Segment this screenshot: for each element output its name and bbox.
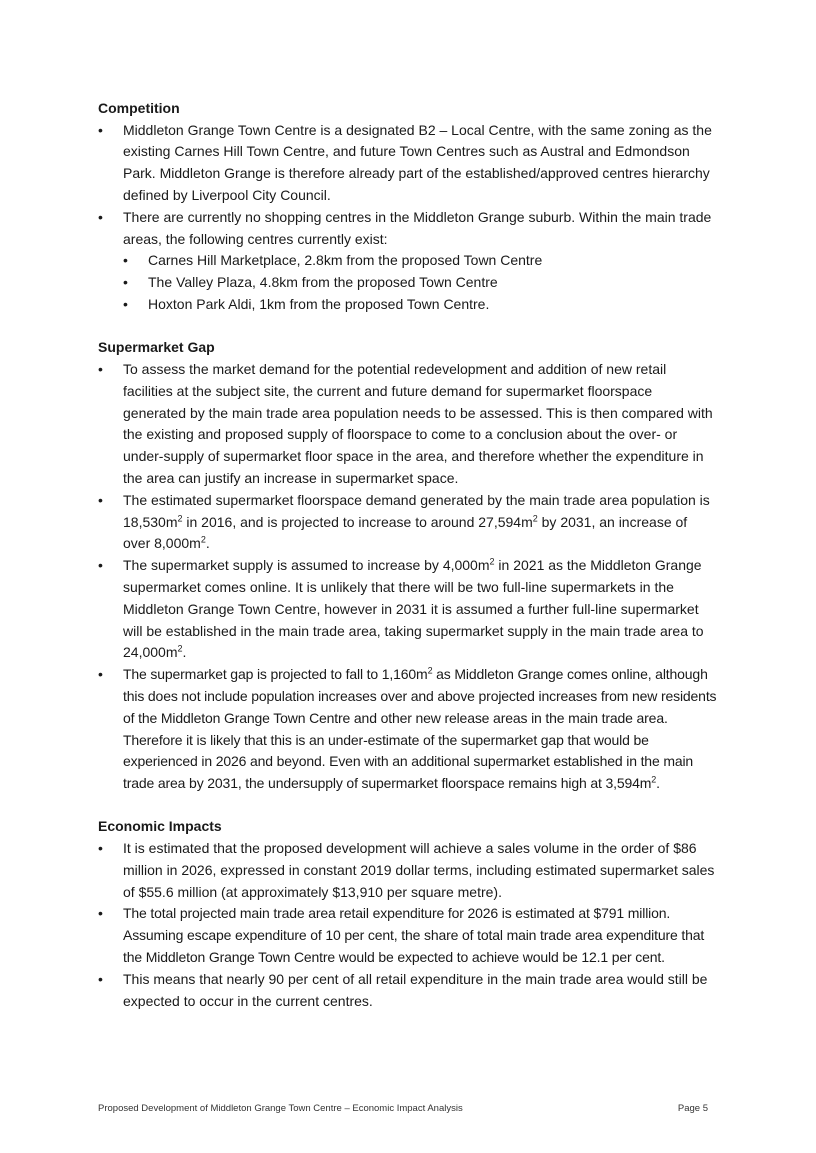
sub-list-item: • The Valley Plaza, 4.8km from the proposed Town Centre <box>123 272 718 294</box>
page-footer <box>98 1103 708 1114</box>
competition-list <box>98 120 718 316</box>
superscript: 2 <box>177 512 183 523</box>
text-segment: by 2031, an increase of over 8,000m <box>123 513 688 552</box>
superscript: 2 <box>532 512 538 523</box>
list-item: • This means that nearly 90 per cent of all retail expenditure in the main trade area would still be expected to occur in the current centres. <box>98 969 718 1013</box>
centres-sublist <box>123 250 718 315</box>
superscript: 2 <box>651 774 657 785</box>
supermarket-gap-heading: Supermarket Gap <box>98 339 215 356</box>
list-item: • Middleton Grange Town Centre is a designated B2 – Local Centre, with the same zoning as the existing Carnes Hill Town Centre, and future Town Centres such as Austral and Edmondson Park. Middleton Grange is therefore already part of the established/approved centres hierarchy defined by Liverpool City Council. <box>98 120 718 207</box>
superscript: 2 <box>177 643 183 654</box>
economic-impacts-heading: Economic Impacts <box>98 818 222 835</box>
text-segment: as Middleton Grange comes online, although this does not include population increases over and above projected increases from new residents of the Middleton Grange Town Centre and other new release areas in the main trade area. Therefore it is likely that this is an under-estimate of the supermarket gap that would be experienced in 2026 and beyond. Even with an additional supermarket established in the main trade area by 2031, the undersupply of supermarket floorspace remains high at 3,594m <box>123 666 717 792</box>
superscript: 2 <box>489 556 495 567</box>
economic-impacts-list <box>98 838 718 1012</box>
list-item-text: There are currently no shopping centres in the Middleton Grange suburb. Within the main trade areas, the following centres currently exist: <box>123 208 712 247</box>
page-number: Page 5 <box>677 1103 708 1114</box>
text-segment: The supermarket gap is projected to fall to 1,160m <box>123 666 428 683</box>
text-segment: . <box>656 775 660 792</box>
text-segment: in 2016, and is projected to increase to around 27,594m <box>182 513 533 530</box>
competition-heading: Competition <box>98 100 180 116</box>
list-item: • It is estimated that the proposed development will achieve a sales volume in the order of $86 million in 2026, expressed in constant 2019 dollar terms, including estimated supermarket sales of $55.6 million (at approximately $13,910 per square metre). <box>98 838 718 903</box>
text-segment: The supermarket supply is assumed to increase by 4,000m <box>123 557 490 574</box>
sub-list-item: • Hoxton Park Aldi, 1km from the proposed Town Centre. <box>123 294 718 316</box>
list-item <box>98 490 718 555</box>
economic-impacts-section <box>98 816 718 1012</box>
list-item: • The total projected main trade area retail expenditure for 2026 is estimated at $791 million. Assuming escape expenditure of 10 per cent, the share of total main trade area expenditure that the Middleton Grange Town Centre would be expected to achieve would be 12.1 per cent. <box>98 903 718 968</box>
superscript: 2 <box>427 665 433 676</box>
document-page <box>98 98 718 1034</box>
list-item: • To assess the market demand for the potential redevelopment and addition of new retail facilities at the subject site, the current and future demand for supermarket floorspace generated by the main trade area population needs to be assessed. This is then compared with the existing and proposed supply of floorspace to come to a conclusion about the over- or under-supply of supermarket floor space in the area, and therefore whether the expenditure in the area can justify an increase in supermarket space. <box>98 359 718 490</box>
supermarket-gap-section <box>98 337 718 795</box>
list-item <box>98 207 718 316</box>
list-item <box>98 664 718 795</box>
text-segment: . <box>182 644 187 661</box>
text-segment: The estimated supermarket floorspace demand generated by the main trade area population is 18,530m <box>123 491 710 530</box>
supermarket-gap-list <box>98 359 718 795</box>
text-segment: . <box>205 535 210 552</box>
competition-section <box>98 98 718 316</box>
sub-list-item: • Carnes Hill Marketplace, 2.8km from the proposed Town Centre <box>123 250 718 272</box>
footer-title: Proposed Development of Middleton Grange Town Centre – Economic Impact Analysis <box>98 1103 463 1114</box>
text-segment: in 2021 as the Middleton Grange supermarket comes online. It is unlikely that there will be two full-line supermarkets in the Middleton Grange Town Centre, however in 2031 it is assumed a further full-line supermarket will be established in the main trade area, taking supermarket supply in the main trade area to 24,000m <box>123 557 704 661</box>
superscript: 2 <box>200 534 206 545</box>
list-item <box>98 555 718 664</box>
